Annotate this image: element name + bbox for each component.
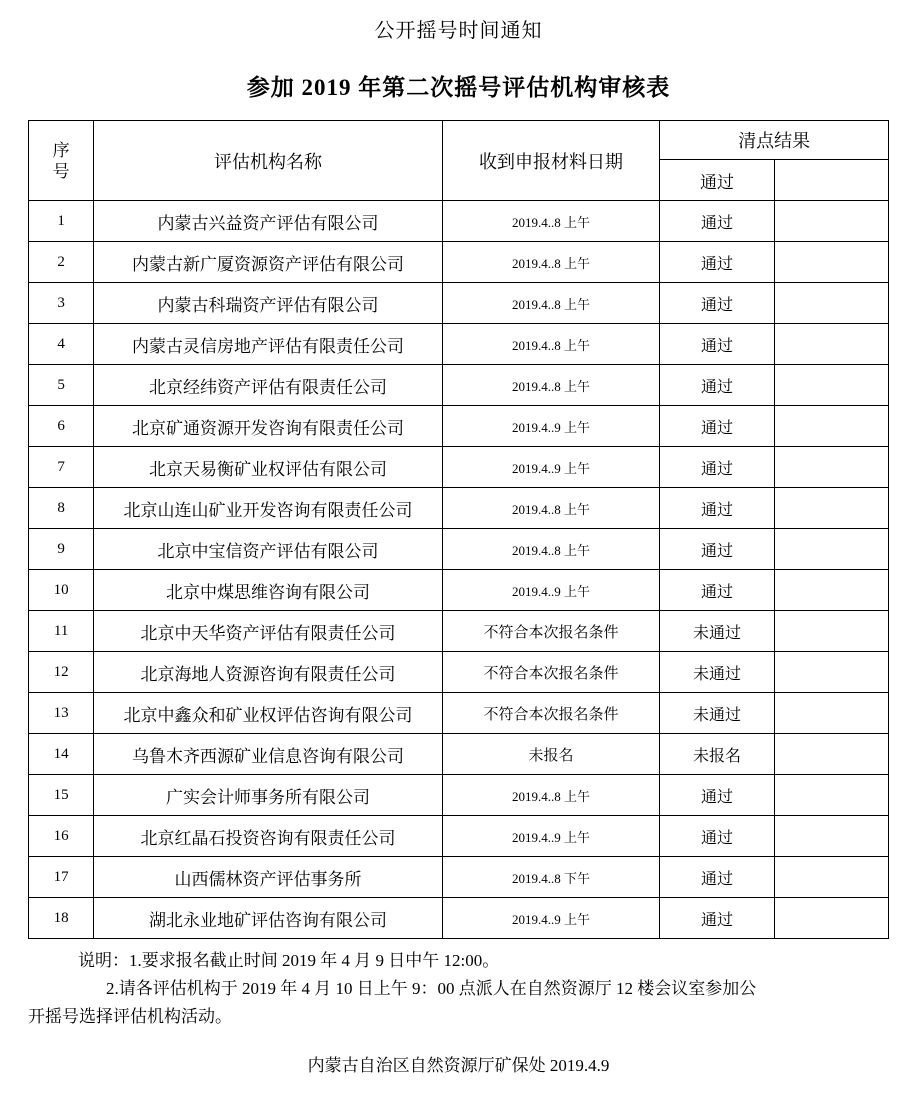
cell-result-blank bbox=[774, 693, 888, 734]
column-header-date: 收到申报材料日期 bbox=[442, 121, 660, 201]
cell-result: 通过 bbox=[660, 857, 774, 898]
cell-index: 15 bbox=[29, 775, 94, 816]
cell-result: 通过 bbox=[660, 242, 774, 283]
cell-index: 10 bbox=[29, 570, 94, 611]
cell-agency-name: 内蒙古灵信房地产评估有限责任公司 bbox=[94, 324, 442, 365]
cell-result-blank bbox=[774, 324, 888, 365]
cell-result-blank bbox=[774, 529, 888, 570]
cell-index: 1 bbox=[29, 201, 94, 242]
cell-result-blank bbox=[774, 734, 888, 775]
cell-index: 9 bbox=[29, 529, 94, 570]
cell-index: 16 bbox=[29, 816, 94, 857]
table-row bbox=[29, 201, 889, 242]
table-row bbox=[29, 652, 889, 693]
table-row bbox=[29, 488, 889, 529]
cell-received-date: 2019.4..8 上午 bbox=[442, 775, 660, 816]
review-table bbox=[28, 120, 889, 939]
cell-index: 4 bbox=[29, 324, 94, 365]
column-header-pass: 通过 bbox=[660, 160, 774, 201]
cell-received-date: 2019.4..8 上午 bbox=[442, 242, 660, 283]
cell-result-blank bbox=[774, 898, 888, 939]
column-header-blank bbox=[774, 160, 888, 201]
cell-agency-name: 北京红晶石投资咨询有限责任公司 bbox=[94, 816, 442, 857]
column-header-index bbox=[29, 121, 94, 201]
cell-result-blank bbox=[774, 365, 888, 406]
cell-result: 通过 bbox=[660, 775, 774, 816]
table-row bbox=[29, 283, 889, 324]
cell-index: 17 bbox=[29, 857, 94, 898]
table-row bbox=[29, 857, 889, 898]
cell-result-blank bbox=[774, 406, 888, 447]
cell-received-date: 不符合本次报名条件 bbox=[442, 693, 660, 734]
column-header-index-line2: 号 bbox=[52, 161, 70, 181]
cell-received-date: 2019.4..8 下午 bbox=[442, 857, 660, 898]
cell-result: 未通过 bbox=[660, 611, 774, 652]
cell-result: 未通过 bbox=[660, 652, 774, 693]
cell-received-date: 2019.4..9 上午 bbox=[442, 816, 660, 857]
column-header-name: 评估机构名称 bbox=[94, 121, 442, 201]
cell-index: 13 bbox=[29, 693, 94, 734]
column-header-result: 清点结果 bbox=[660, 121, 889, 160]
cell-result-blank bbox=[774, 611, 888, 652]
table-row bbox=[29, 734, 889, 775]
cell-agency-name: 内蒙古科瑞资产评估有限公司 bbox=[94, 283, 442, 324]
cell-result-blank bbox=[774, 775, 888, 816]
table-row bbox=[29, 324, 889, 365]
cell-agency-name: 北京海地人资源咨询有限责任公司 bbox=[94, 652, 442, 693]
cell-result-blank bbox=[774, 488, 888, 529]
cell-agency-name: 北京中煤思维咨询有限公司 bbox=[94, 570, 442, 611]
page-title: 公开摇号时间通知 bbox=[374, 20, 543, 42]
table-row bbox=[29, 816, 889, 857]
cell-agency-name: 广实会计师事务所有限公司 bbox=[94, 775, 442, 816]
cell-result-blank bbox=[774, 283, 888, 324]
table-header-row-1 bbox=[29, 121, 889, 160]
note-line-1: 说明：1.要求报名截止时间 2019 年 4 月 9 日中午 12:00。 bbox=[78, 951, 500, 970]
cell-result: 未通过 bbox=[660, 693, 774, 734]
table-row bbox=[29, 775, 889, 816]
cell-received-date: 2019.4..8 上午 bbox=[442, 365, 660, 406]
cell-result-blank bbox=[774, 652, 888, 693]
cell-agency-name: 乌鲁木齐西源矿业信息咨询有限公司 bbox=[94, 734, 442, 775]
table-row bbox=[29, 898, 889, 939]
notes-block bbox=[28, 947, 889, 1031]
cell-received-date: 不符合本次报名条件 bbox=[442, 652, 660, 693]
cell-received-date: 2019.4..9 上午 bbox=[442, 447, 660, 488]
cell-result: 未报名 bbox=[660, 734, 774, 775]
cell-agency-name: 内蒙古兴益资产评估有限公司 bbox=[94, 201, 442, 242]
cell-index: 18 bbox=[29, 898, 94, 939]
note-line-3: 开摇号选择评估机构活动。 bbox=[28, 1007, 232, 1026]
cell-agency-name: 内蒙古新广厦资源资产评估有限公司 bbox=[94, 242, 442, 283]
column-header-index-line1: 序 bbox=[52, 140, 70, 160]
table-row bbox=[29, 447, 889, 488]
cell-agency-name: 湖北永业地矿评估咨询有限公司 bbox=[94, 898, 442, 939]
cell-result: 通过 bbox=[660, 898, 774, 939]
cell-agency-name: 山西儒林资产评估事务所 bbox=[94, 857, 442, 898]
cell-received-date: 2019.4..9 上午 bbox=[442, 406, 660, 447]
table-row bbox=[29, 242, 889, 283]
cell-agency-name: 北京中宝信资产评估有限公司 bbox=[94, 529, 442, 570]
cell-result-blank bbox=[774, 570, 888, 611]
cell-index: 11 bbox=[29, 611, 94, 652]
cell-result: 通过 bbox=[660, 324, 774, 365]
table-row bbox=[29, 693, 889, 734]
table-row bbox=[29, 529, 889, 570]
cell-agency-name: 北京经纬资产评估有限责任公司 bbox=[94, 365, 442, 406]
table-row bbox=[29, 406, 889, 447]
cell-result-blank bbox=[774, 447, 888, 488]
cell-result-blank bbox=[774, 201, 888, 242]
cell-agency-name: 北京中天华资产评估有限责任公司 bbox=[94, 611, 442, 652]
cell-result-blank bbox=[774, 857, 888, 898]
cell-received-date: 2019.4..8 上午 bbox=[442, 201, 660, 242]
page-subtitle: 参加 2019 年第二次摇号评估机构审核表 bbox=[246, 75, 671, 100]
cell-index: 3 bbox=[29, 283, 94, 324]
cell-index: 14 bbox=[29, 734, 94, 775]
cell-agency-name: 北京山连山矿业开发咨询有限责任公司 bbox=[94, 488, 442, 529]
cell-agency-name: 北京中鑫众和矿业权评估咨询有限公司 bbox=[94, 693, 442, 734]
cell-result: 通过 bbox=[660, 365, 774, 406]
cell-received-date: 2019.4..9 上午 bbox=[442, 570, 660, 611]
cell-agency-name: 北京天易衡矿业权评估有限公司 bbox=[94, 447, 442, 488]
cell-result: 通过 bbox=[660, 570, 774, 611]
cell-result: 通过 bbox=[660, 816, 774, 857]
cell-received-date: 未报名 bbox=[442, 734, 660, 775]
cell-result: 通过 bbox=[660, 529, 774, 570]
note-line-2: 2.请各评估机构于 2019 年 4 月 10 日上午 9：00 点派人在自然资源厅 12 楼会议室参加公 bbox=[106, 979, 757, 998]
cell-index: 5 bbox=[29, 365, 94, 406]
table-row bbox=[29, 570, 889, 611]
cell-received-date: 2019.4..8 上午 bbox=[442, 324, 660, 365]
document-footer: 内蒙古自治区自然资源厅矿保处 2019.4.9 bbox=[307, 1056, 610, 1075]
cell-received-date: 2019.4..8 上午 bbox=[442, 488, 660, 529]
cell-received-date: 2019.4..8 上午 bbox=[442, 529, 660, 570]
cell-index: 6 bbox=[29, 406, 94, 447]
cell-agency-name: 北京矿通资源开发咨询有限责任公司 bbox=[94, 406, 442, 447]
cell-result: 通过 bbox=[660, 447, 774, 488]
cell-index: 12 bbox=[29, 652, 94, 693]
cell-result-blank bbox=[774, 242, 888, 283]
cell-received-date: 2019.4..8 上午 bbox=[442, 283, 660, 324]
cell-result: 通过 bbox=[660, 283, 774, 324]
cell-result: 通过 bbox=[660, 201, 774, 242]
cell-received-date: 2019.4..9 上午 bbox=[442, 898, 660, 939]
document-page bbox=[0, 14, 917, 1103]
cell-result-blank bbox=[774, 816, 888, 857]
cell-index: 8 bbox=[29, 488, 94, 529]
cell-index: 2 bbox=[29, 242, 94, 283]
table-row bbox=[29, 365, 889, 406]
cell-received-date: 不符合本次报名条件 bbox=[442, 611, 660, 652]
cell-index: 7 bbox=[29, 447, 94, 488]
cell-result: 通过 bbox=[660, 406, 774, 447]
cell-result: 通过 bbox=[660, 488, 774, 529]
table-row bbox=[29, 611, 889, 652]
